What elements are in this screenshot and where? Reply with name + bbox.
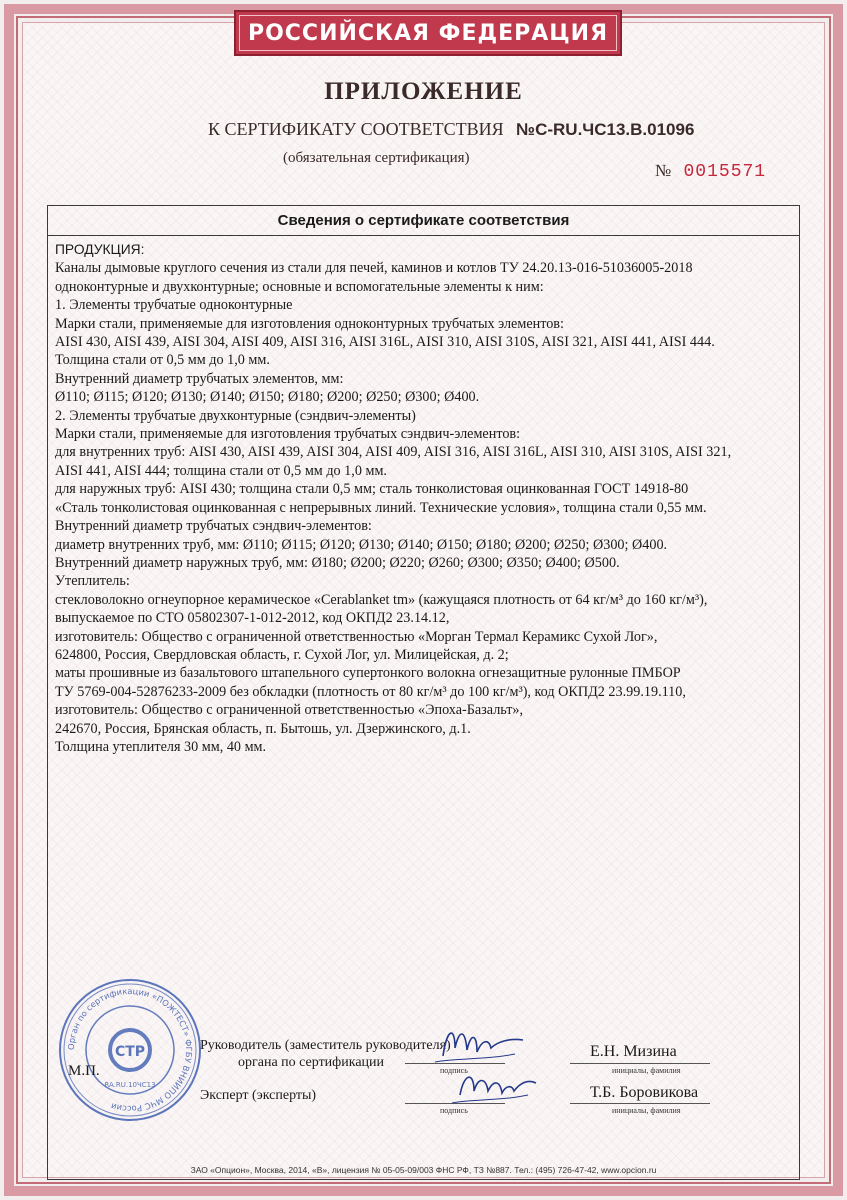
expert-role: Эксперт (эксперты) <box>200 1088 317 1103</box>
content-line: ТУ 5769-004-52876233-2009 без обкладки (плотность от 80 кг/м³ до 100 кг/м³), код ОКПД2 23.99.19.110, <box>55 683 686 700</box>
content-line: Внутренний диаметр трубчатых сэндвич-элементов: <box>55 518 372 535</box>
expert-signature <box>440 1065 550 1110</box>
serial-label: № <box>655 161 672 180</box>
printer-footer <box>47 1165 800 1175</box>
expert-name-caption: инициалы, фамилия <box>612 1106 681 1115</box>
stamp-ring-text: Орган по сертификации «ПОЖТЕСТ» ФГБУ ВНИИПО МЧС России <box>65 985 195 1115</box>
content-line: AISI 430, AISI 439, AISI 304, AISI 409, AISI 316, AISI 316L, AISI 310, AISI 310S, AISI 321, AISI 441, AISI 444. <box>55 334 715 351</box>
content-line: Марки стали, применяемые для изготовления одноконтурных трубчатых элементов: <box>55 315 564 332</box>
serial-number: 0015571 <box>683 162 767 182</box>
serial-block <box>655 161 766 182</box>
content-line: ПРОДУКЦИЯ: <box>55 242 145 257</box>
certification-type: (обязательная сертификация) <box>283 150 470 166</box>
content-line: диаметр внутренних труб, мм: Ø110; Ø115; Ø120; Ø130; Ø140; Ø150; Ø180; Ø200; Ø250; Ø300; Ø400. <box>55 536 668 553</box>
content-line: для внутренних труб: AISI 430, AISI 439, AISI 304, AISI 409, AISI 316, AISI 316L, AISI 310, AISI 310S, AISI 321, <box>55 444 732 461</box>
country-banner <box>234 10 622 56</box>
content-line: Толщина утеплителя 30 мм, 40 мм. <box>55 738 267 755</box>
content-line: для наружных труб: AISI 430; толщина стали 0,5 мм; сталь тонколистовая оцинкованная ГОСТ 14918-80 <box>55 481 689 498</box>
content-line: изготовитель: Общество с ограниченной ответственностью «Морган Термал Керамикс Сухой Лог», <box>55 628 658 645</box>
head-role-line-2: органа по сертификации <box>238 1055 385 1070</box>
head-role <box>200 1037 451 1071</box>
round-stamp <box>55 975 205 1125</box>
certificate-line <box>208 119 694 140</box>
head-role-line-1: Руководитель (заместитель руководителя) <box>200 1038 451 1053</box>
seal-placeholder: М.П. <box>68 1063 100 1079</box>
head-signature <box>425 1018 535 1068</box>
expert-name-line <box>570 1103 710 1104</box>
content-line: AISI 441, AISI 444; толщина стали от 0,5 мм до 1,0 мм. <box>55 462 387 479</box>
content-line: 2. Элементы трубчатые двухконтурные (сэндвич-элементы) <box>55 407 416 424</box>
head-name-line <box>570 1063 710 1064</box>
head-name: Е.Н. Мизина <box>590 1043 677 1060</box>
footer-text: ЗАО «Опцион», Москва, 2014, «В», лицензия № 05-05-09/003 ФНС РФ, ТЗ №887. Тел.: (495) 726-47-42, www.opcion.ru <box>190 1165 657 1175</box>
box-header: Сведения о сертификате соответствия <box>48 206 799 236</box>
content-line: «Сталь тонколистовая оцинкованная с непрерывных линий. Технические условия», толщина стали 0,55 мм. <box>55 499 707 516</box>
content-line: Каналы дымовые круглого сечения из стали для печей, каминов и котлов ТУ 24.20.13-016-51036005-2018 <box>55 260 693 277</box>
svg-text:СТР: СТР <box>114 1044 146 1060</box>
certificate-label: К СЕРТИФИКАТУ СООТВЕТСТВИЯ <box>208 119 504 139</box>
content-line: 1. Элементы трубчатые одноконтурные <box>55 297 293 314</box>
content-line: 624800, Россия, Свердловская область, г. Сухой Лог, ул. Милицейская, д. 2; <box>55 646 509 663</box>
content-line: одноконтурные и двухконтурные; основные и вспомогательные элементы к ним: <box>55 278 544 295</box>
content-line: 242670, Россия, Брянская область, п. Бытошь, ул. Дзержинского, д.1. <box>55 720 471 737</box>
stamp-code: RA.RU.10ЧС13 <box>104 1081 156 1089</box>
content-line: Утеплитель: <box>55 573 130 590</box>
content-line: изготовитель: Общество с ограниченной ответственностью «Эпоха-Базальт», <box>55 702 524 719</box>
certificate-number: №С-RU.ЧС13.В.01096 <box>516 120 695 139</box>
content-line: Марки стали, применяемые для изготовления трубчатых сэндвич-элементов: <box>55 426 521 443</box>
content-line: Внутренний диаметр трубчатых элементов, мм: <box>55 370 344 387</box>
content-line: выпускаемое по СТО 05802307-1-012-2012, код ОКПД2 23.14.12, <box>55 610 450 627</box>
expert-name: Т.Б. Боровикова <box>590 1084 699 1101</box>
banner-text: РОССИЙСКАЯ ФЕДЕРАЦИЯ <box>247 20 609 46</box>
content-line: Толщина стали от 0,5 мм до 1,0 мм. <box>55 352 270 369</box>
content-line: маты прошивные из базальтового штапельного супертонкого волокна огнезащитные рулонные ПМБОР <box>55 665 681 682</box>
content-line: стекловолокно огнеупорное керамическое «Cerablanket tm» (кажущаяся плотность от 64 кг/м³ до 160 кг/м³), <box>55 591 708 608</box>
content-line: Ø110; Ø115; Ø120; Ø130; Ø140; Ø150; Ø180; Ø200; Ø250; Ø300; Ø400. <box>55 389 480 406</box>
document-title: ПРИЛОЖЕНИЕ <box>324 78 523 105</box>
product-description <box>48 236 799 756</box>
head-name-caption: инициалы, фамилия <box>612 1066 681 1075</box>
expert-signature-caption: подпись <box>440 1106 468 1115</box>
content-line: Внутренний диаметр наружных труб, мм: Ø180; Ø200; Ø220; Ø260; Ø300; Ø350; Ø400; Ø500. <box>55 554 620 571</box>
head-signature-caption: подпись <box>440 1066 468 1075</box>
